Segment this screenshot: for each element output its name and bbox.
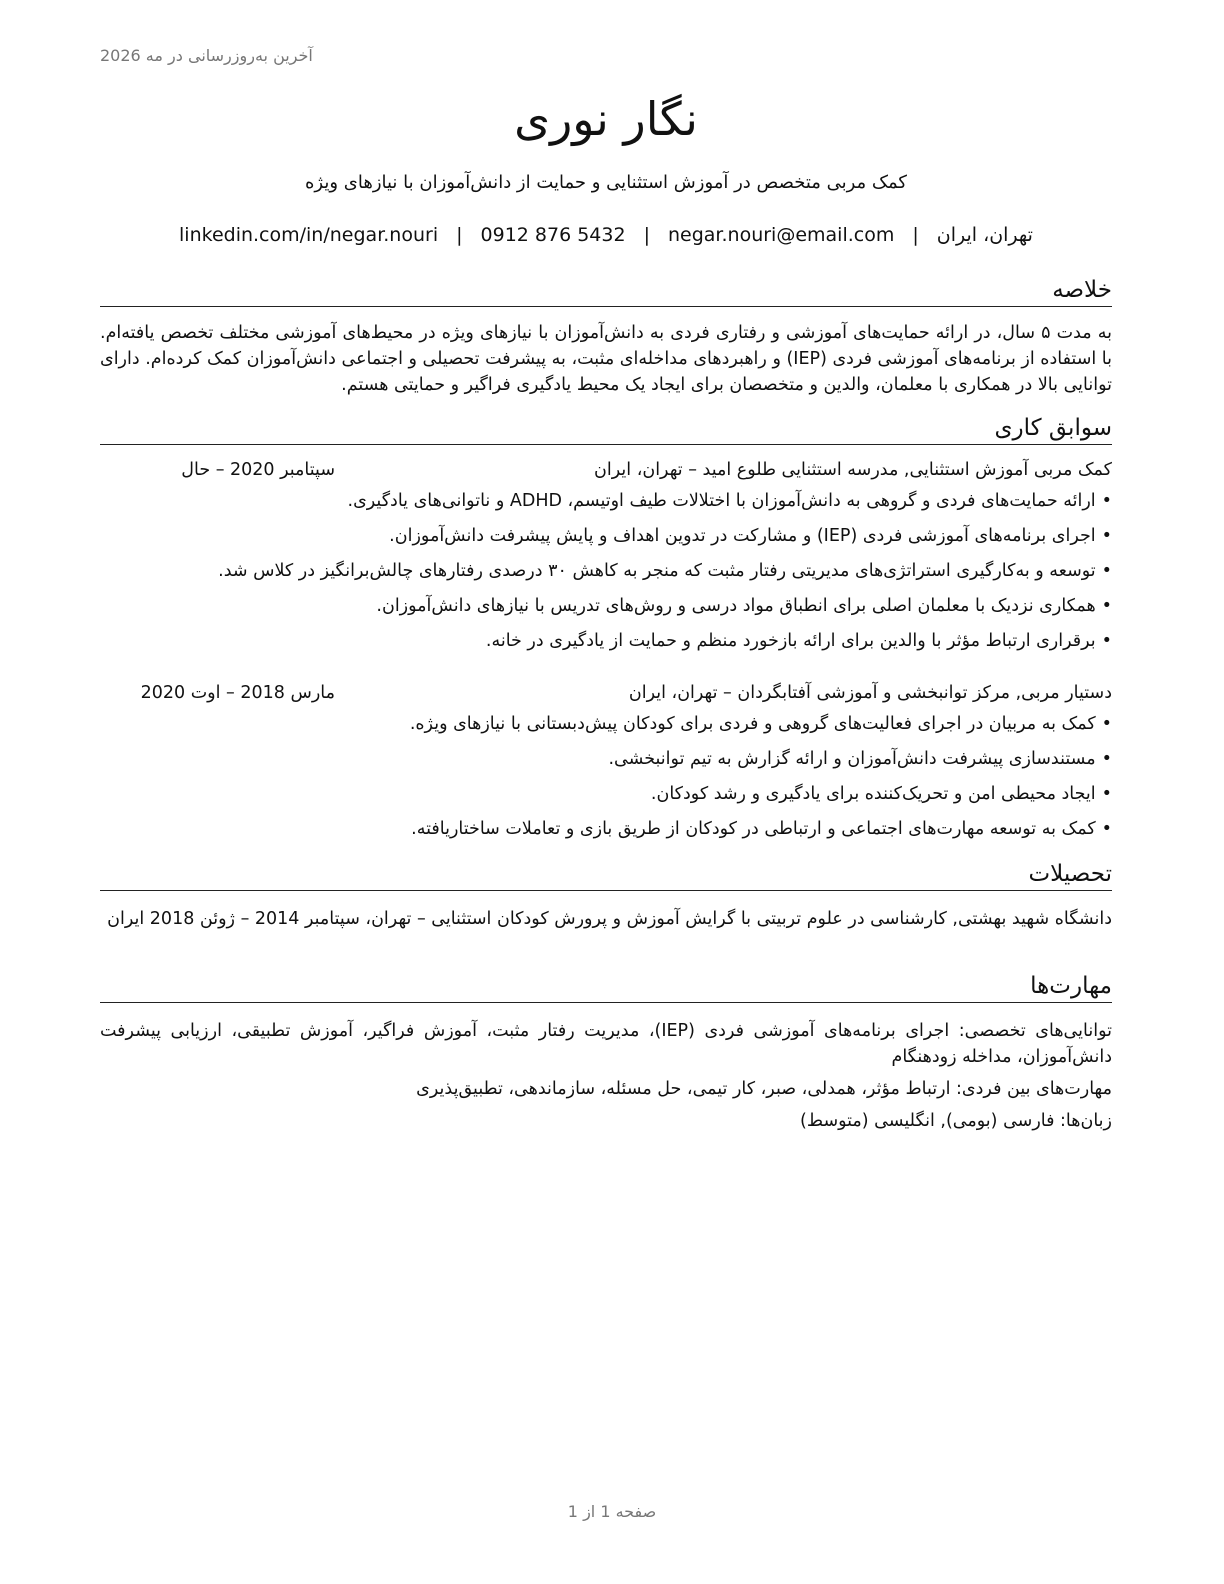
list-item	[100, 489, 1112, 524]
bullet-text: برقراری ارتباط مؤثر با والدین برای ارائه بازخورد منظم و حمایت از یادگیری در خانه.	[485, 631, 1096, 651]
bullet-text: همکاری نزدیک با معلمان اصلی برای انطباق مواد درسی و روش‌های تدریس با نیازهای دانش‌آموزان.	[376, 596, 1096, 616]
list-item	[100, 594, 1112, 629]
contact-email-link[interactable]: negar.nouri@email.com	[667, 224, 895, 246]
job-1-bullets	[100, 489, 1112, 664]
list-item	[100, 524, 1112, 559]
bullet-dot-icon: •	[1101, 526, 1112, 546]
experience-heading: سوابق کاری	[100, 414, 1112, 445]
job-2-role: دستیار مربی, مرکز توانبخشی و آموزشی آفتابگردان – تهران، ایران	[628, 683, 1112, 703]
bullet-text: مستندسازی پیشرفت دانش‌آموزان و ارائه گزارش به تیم توانبخشی.	[608, 749, 1096, 769]
contact-location: تهران، ایران	[936, 224, 1033, 246]
list-item	[100, 782, 1112, 817]
list-item	[100, 559, 1112, 594]
contact-separator: |	[456, 224, 463, 246]
last-updated-note: آخرین به‌روزرسانی در مه 2026	[100, 46, 313, 65]
list-item	[100, 629, 1112, 664]
candidate-name: نگار نوری	[514, 92, 698, 146]
job-2-header	[100, 681, 1112, 705]
list-item	[100, 747, 1112, 782]
summary-text: به مدت ۵ سال، در ارائه حمایت‌های آموزشی و رفتاری فردی به دانش‌آموزان با نیازهای ویژه در محیط‌های آموزشی مختلف تخصص یافته‌ام. با استفاده از برنامه‌های آموزشی فردی (IEP) و راهبردهای مداخله‌ای مثبت، به پیشرفت تحصیلی و اجتماعی دانش‌آموزان کمک کرده‌ام. دارای توانایی بالا در همکاری با معلمان، والدین و متخصصان برای ایجاد یک محیط یادگیری فراگیر و حمایتی هستم.	[100, 323, 1113, 395]
bullet-text: کمک به مربیان در اجرای فعالیت‌های گروهی و فردی برای کودکان پیش‌دبستانی با نیازهای ویژه.	[409, 714, 1096, 734]
skills-heading: مهارت‌ها	[100, 972, 1112, 1003]
bullet-dot-icon: •	[1101, 819, 1112, 839]
skills-languages: زبان‌ها: فارسی (بومی), انگلیسی (متوسط)	[800, 1111, 1112, 1131]
contact-line	[100, 224, 1112, 246]
contact-separator: |	[643, 224, 650, 246]
skills-list	[100, 1018, 1112, 1140]
contact-separator: |	[912, 224, 919, 246]
job-1-role: کمک مربی آموزش استثنایی, مدرسه استثنایی طلوع امید – تهران، ایران	[594, 460, 1112, 480]
bullet-dot-icon: •	[1101, 491, 1112, 511]
summary-heading: خلاصه	[100, 276, 1112, 307]
bullet-text: کمک به توسعه مهارت‌های اجتماعی و ارتباطی در کودکان از طریق بازی و تعاملات ساختاریافته.	[411, 819, 1096, 839]
education-text: دانشگاه شهید بهشتی, کارشناسی در علوم تربیتی با گرایش آموزش و پرورش کودکان استثنایی – تهران، سپتامبر 2014 – ژوئن 2018 ایران	[107, 909, 1112, 929]
bullet-dot-icon: •	[1101, 784, 1112, 804]
headline: کمک مربی متخصص در آموزش استثنایی و حمایت از دانش‌آموزان با نیازهای ویژه	[304, 172, 908, 193]
skills-interpersonal: مهارت‌های بین فردی: ارتباط مؤثر، همدلی، صبر، کار تیمی، حل مسئله، سازماندهی، تطبیق‌پذیری	[416, 1079, 1112, 1099]
bullet-text: اجرای برنامه‌های آموزشی فردی (IEP) و مشارکت در تدوین اهداف و پایش پیشرفت دانش‌آموزان.	[389, 526, 1096, 546]
list-item	[100, 817, 1112, 852]
job-2-bullets	[100, 712, 1112, 852]
education-heading: تحصیلات	[100, 860, 1112, 891]
bullet-text: ایجاد محیطی امن و تحریک‌کننده برای یادگیری و رشد کودکان.	[650, 784, 1096, 804]
list-item	[100, 712, 1112, 747]
job-2-dates: مارس 2018 – اوت 2020	[140, 683, 335, 703]
bullet-dot-icon: •	[1101, 749, 1112, 769]
bullet-dot-icon: •	[1101, 596, 1112, 616]
skills-specialized: توانایی‌های تخصصی: اجرای برنامه‌های آموزشی فردی (IEP)، مدیریت رفتار مثبت، آموزش فراگیر، آموزش تطبیقی، ارزیابی پیشرفت دانش‌آموزان، مداخله زودهنگام	[100, 1021, 1112, 1067]
bullet-text: ارائه حمایت‌های فردی و گروهی به دانش‌آموزان با اختلالات طیف اوتیسم، ADHD و ناتوانی‌های یادگیری.	[347, 491, 1096, 511]
page-number: صفحه 1 از 1	[567, 1502, 657, 1521]
contact-linkedin-link[interactable]: linkedin.com/in/negar.nouri	[179, 224, 439, 246]
contact-phone: 0912 876 5432	[480, 224, 626, 246]
bullet-dot-icon: •	[1101, 631, 1112, 651]
job-1-dates: سپتامبر 2020 – حال	[181, 460, 335, 480]
job-1-header	[100, 458, 1112, 482]
bullet-text: توسعه و به‌کارگیری استراتژی‌های مدیریتی رفتار مثبت که منجر به کاهش ۳۰ درصدی رفتارهای چالش‌برانگیز در کلاس شد.	[218, 561, 1096, 581]
bullet-dot-icon: •	[1101, 561, 1112, 581]
bullet-dot-icon: •	[1101, 714, 1112, 734]
